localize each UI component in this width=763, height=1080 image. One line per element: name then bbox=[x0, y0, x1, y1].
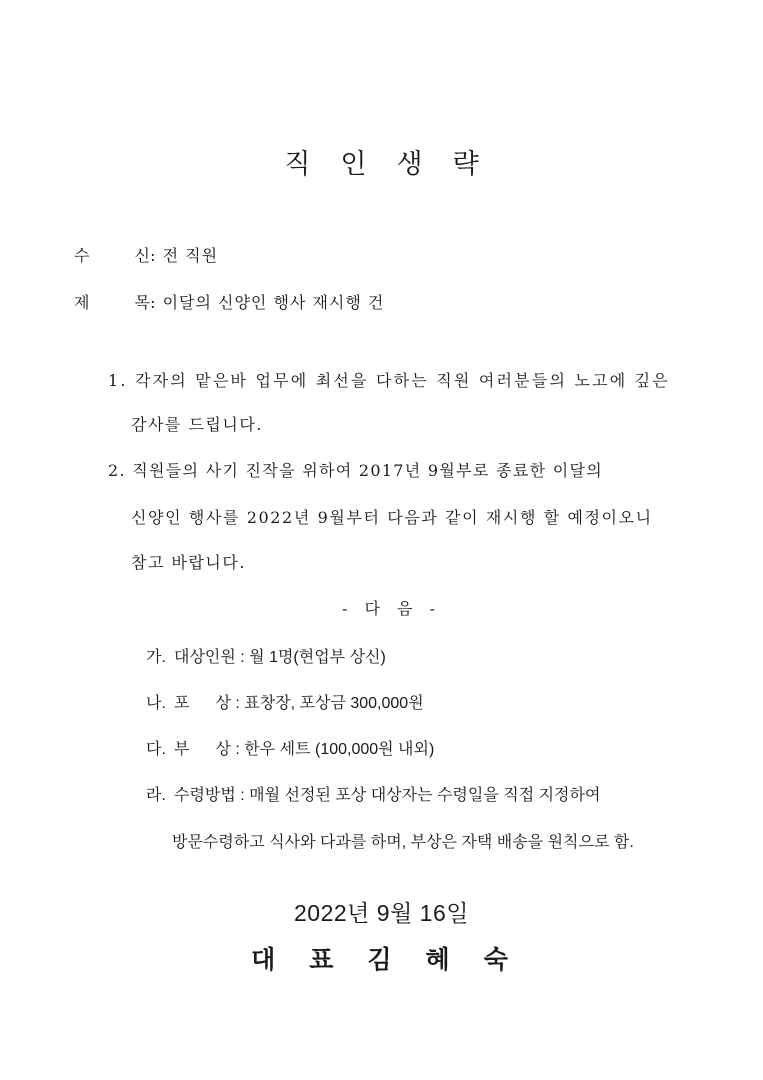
list-item bbox=[146, 782, 600, 805]
item-value: : 한우 세트 (100,000원 내외) bbox=[235, 741, 435, 758]
subject-line bbox=[74, 290, 384, 313]
document-date: 2022년 9월 16일 bbox=[294, 900, 469, 926]
paragraph-2-line-3: 참고 바랍니다. bbox=[131, 553, 246, 572]
item-value: : 월 1명(현업부 상신) bbox=[240, 649, 386, 666]
paragraph-1-line-1: 1. 각자의 맡은바 업무에 최선을 다하는 직원 여러분들의 노고에 깊은 bbox=[108, 371, 670, 390]
recipient-line bbox=[74, 243, 218, 266]
item-marker: 다. bbox=[146, 741, 166, 758]
subject-label: 제 목 bbox=[74, 293, 151, 312]
subject-value: : 이달의 신양인 행사 재시행 건 bbox=[150, 293, 385, 312]
section-heading: - 다 음 - bbox=[342, 599, 441, 618]
list-item: 나. 포 상 : 표창장, 포상금 300,000원 bbox=[146, 690, 424, 713]
recipient-label: 수 신 bbox=[74, 246, 151, 265]
paragraph-2-line-1: 2. 직원들의 사기 진작을 위하여 2017년 9월부로 종료한 이달의 bbox=[108, 461, 603, 480]
item-marker: 라. bbox=[146, 787, 166, 804]
paragraph-2-line-2: 신양인 행사를 2022년 9월부터 다음과 같이 재시행 할 예정이오니 bbox=[131, 508, 653, 527]
document-title: 직인생략 bbox=[284, 149, 509, 180]
list-item: 다. 부 상 : 한우 세트 (100,000원 내외) bbox=[146, 736, 434, 759]
recipient-value: : 전 직원 bbox=[150, 246, 219, 265]
list-item bbox=[146, 644, 386, 667]
signer-name: 대표김혜숙 bbox=[251, 945, 542, 974]
item-marker: 나. bbox=[146, 695, 166, 712]
item-label: 대상인원 bbox=[174, 649, 236, 666]
item-label: 수령방법 bbox=[174, 787, 236, 804]
item-marker: 가. bbox=[146, 649, 166, 666]
paragraph-1-line-2: 감사를 드립니다. bbox=[131, 415, 263, 434]
item-value: : 표창장, 포상금 300,000원 bbox=[235, 695, 424, 712]
list-item-continuation: 방문수령하고 식사와 다과를 하며, 부상은 자택 배송을 원칙으로 함. bbox=[172, 834, 634, 851]
item-value: : 매월 선정된 포상 대상자는 수령일을 직접 지정하여 bbox=[240, 787, 601, 804]
